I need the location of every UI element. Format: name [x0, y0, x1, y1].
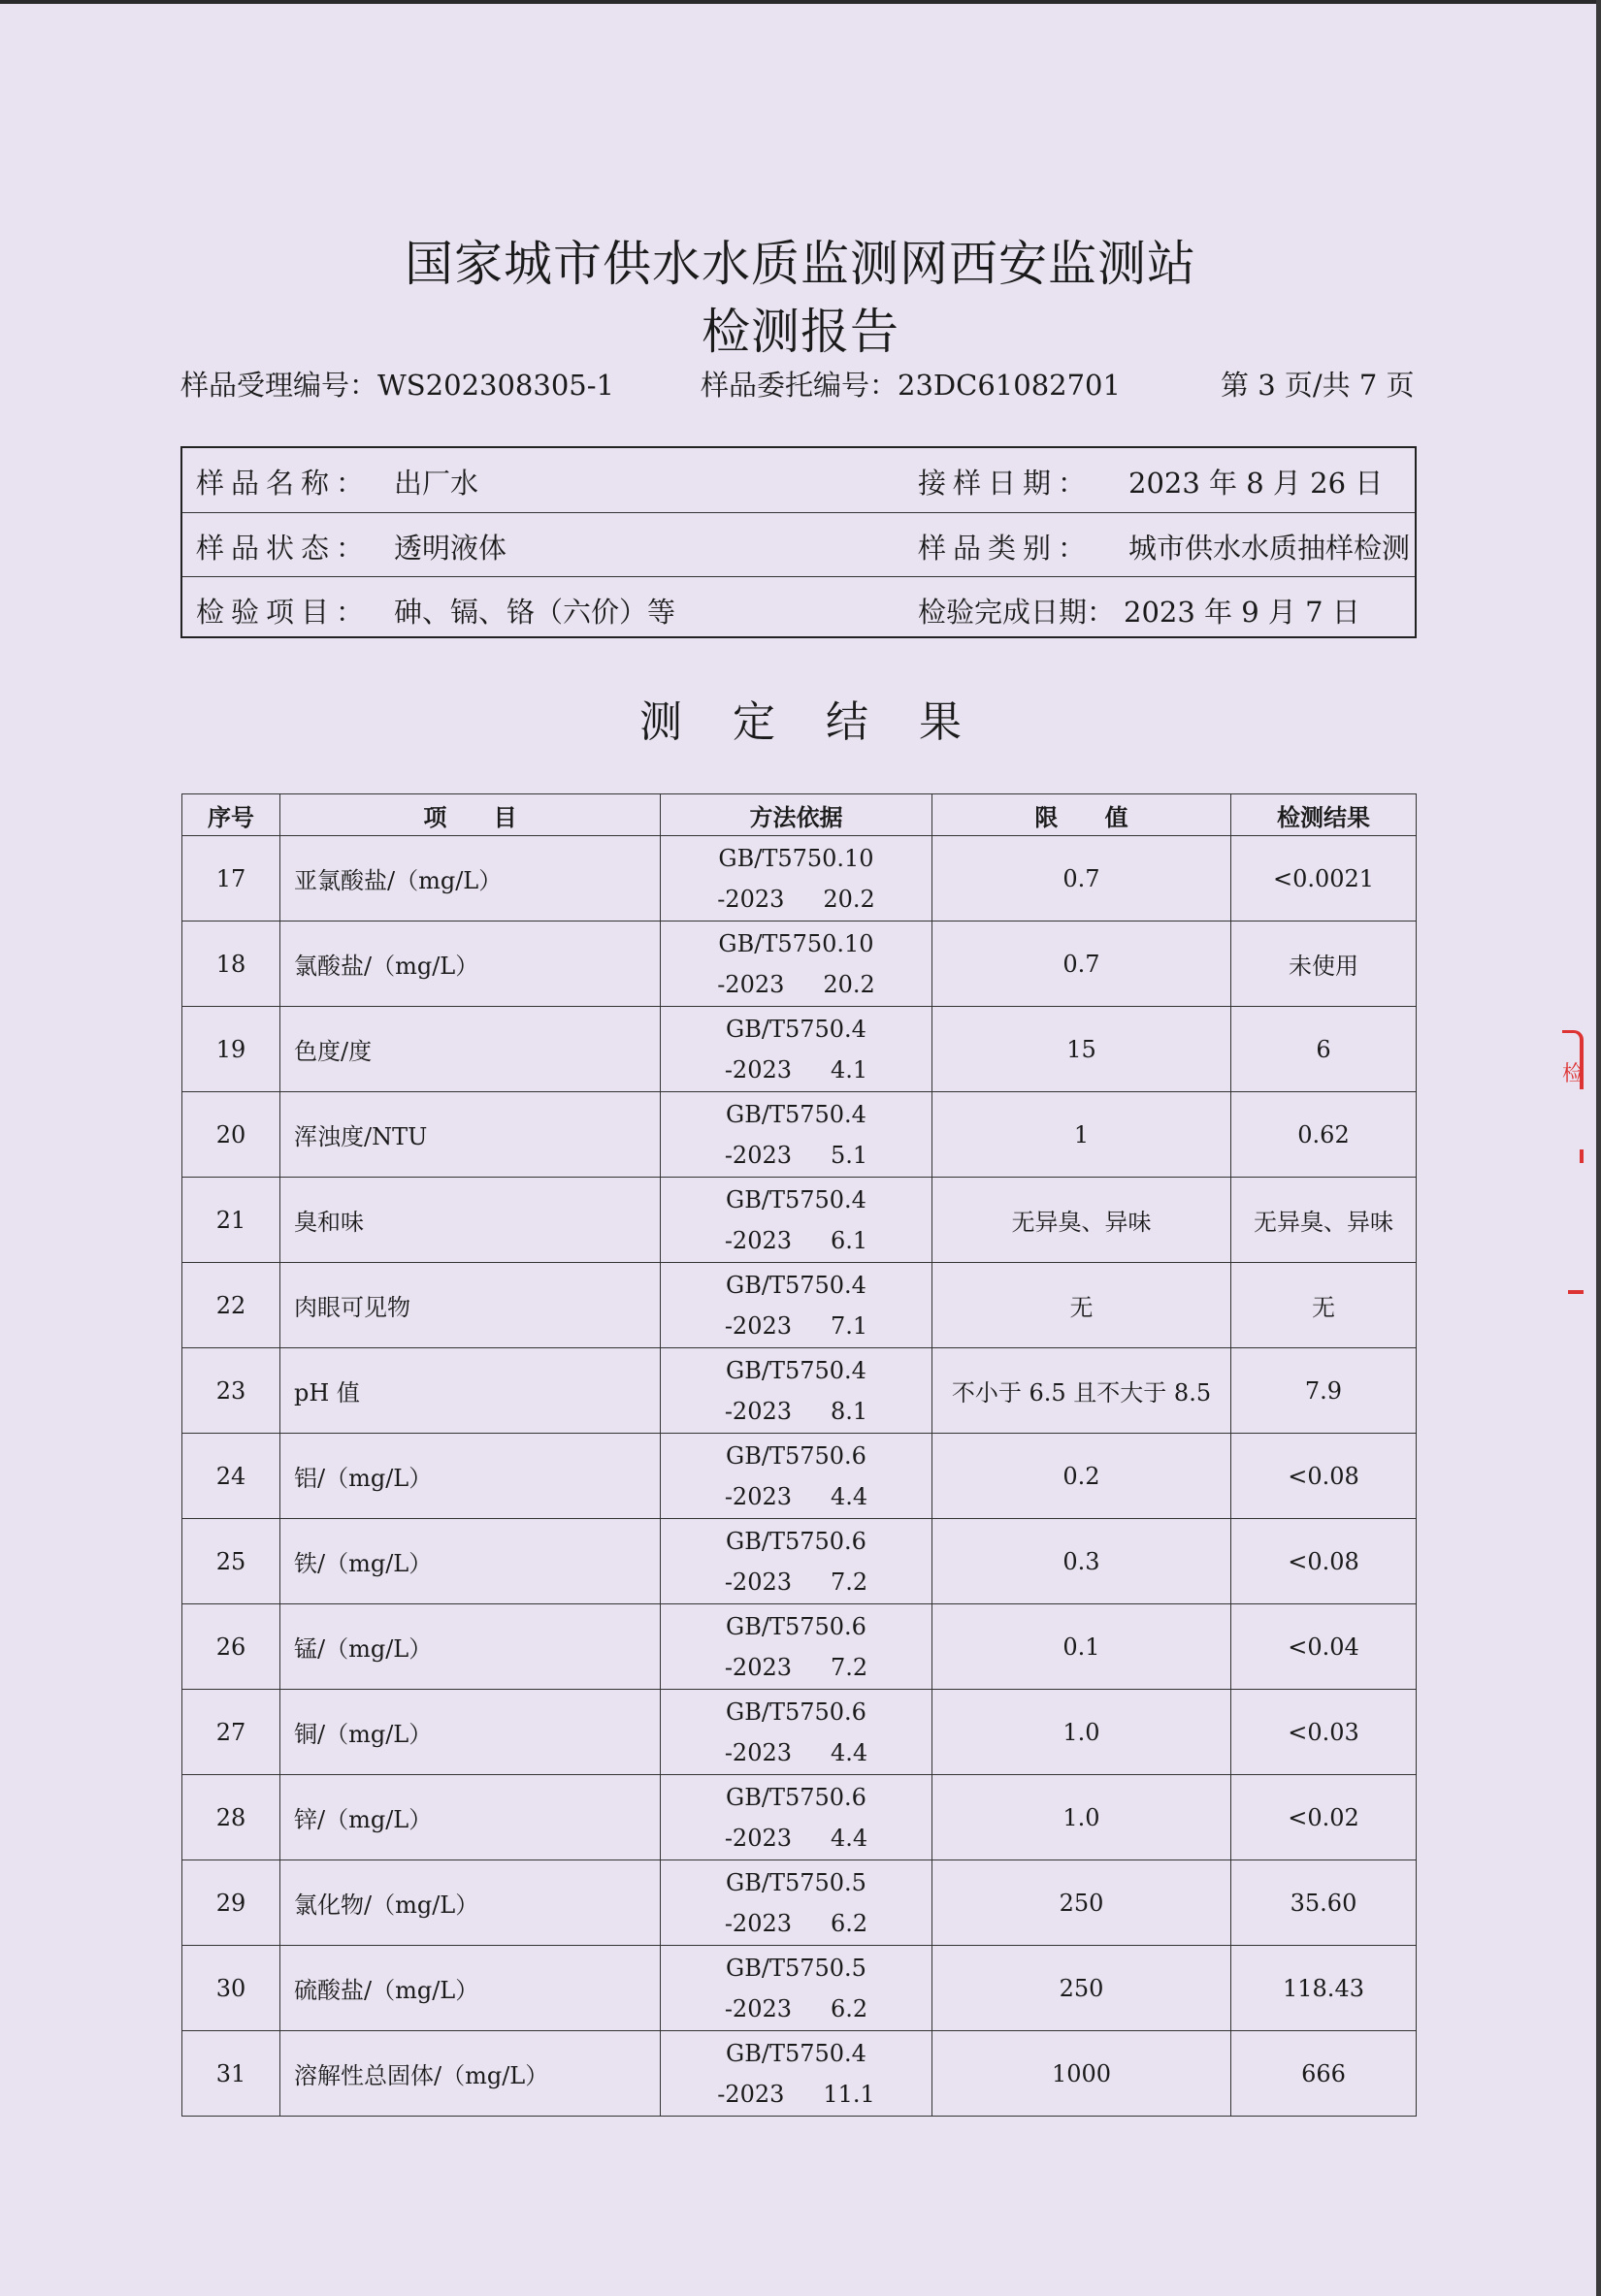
cell-limit: 无异臭、异味	[932, 1178, 1231, 1263]
table-row	[182, 836, 1417, 922]
cell-result: 无	[1231, 1263, 1417, 1348]
cell-limit: 0.7	[932, 922, 1231, 1007]
method-clause	[661, 964, 931, 1005]
cell-limit: 不小于 6.5 且不大于 8.5	[932, 1348, 1231, 1434]
cell-limit: 250	[932, 1946, 1231, 2031]
section-title-char: 测	[639, 697, 682, 747]
method-code: GB/T5750.4	[726, 1271, 866, 1299]
info-row	[182, 448, 1415, 511]
cell-item: 氯酸盐/（mg/L）	[280, 922, 661, 1007]
table-row	[182, 1434, 1417, 1519]
results-table	[181, 793, 1417, 2117]
method-section: 4.1	[831, 1055, 868, 1083]
sample-state-label: 样品状态：	[196, 532, 372, 565]
header-no: 序号	[182, 794, 280, 836]
cell-limit: 0.3	[932, 1519, 1231, 1604]
cell-item: 溶解性总固体/（mg/L）	[280, 2031, 661, 2117]
cell-item: 铝/（mg/L）	[280, 1434, 661, 1519]
report-subtitle: 检测报告	[702, 304, 899, 360]
cell-method	[661, 1263, 932, 1348]
method-clause	[661, 1989, 931, 2029]
method-clause	[661, 1903, 931, 1944]
cell-item: 肉眼可见物	[280, 1263, 661, 1348]
method-section: 8.1	[831, 1397, 868, 1425]
sample-info-box	[180, 446, 1417, 638]
cell-item: pH 值	[280, 1348, 661, 1434]
cell-no: 25	[182, 1519, 280, 1604]
cell-no: 29	[182, 1860, 280, 1946]
method-code: GB/T5750.4	[726, 2039, 866, 2067]
method-clause	[661, 1732, 931, 1773]
table-row	[182, 922, 1417, 1007]
cell-method	[661, 2031, 932, 2117]
receive-date-value: 2023 年 8 月 26 日	[1128, 467, 1384, 500]
method-clause	[661, 1818, 931, 1859]
cell-method	[661, 836, 932, 922]
cell-limit: 0.2	[932, 1434, 1231, 1519]
cell-method	[661, 1775, 932, 1860]
cell-method	[661, 1007, 932, 1092]
red-stamp-fragment	[1568, 1290, 1584, 1294]
method-code: GB/T5750.10	[718, 929, 874, 957]
method-clause	[661, 1562, 931, 1602]
method-year: -2023	[724, 1653, 792, 1681]
scan-top-edge	[0, 0, 1601, 4]
cell-limit: 250	[932, 1860, 1231, 1946]
section-title-char: 果	[919, 697, 962, 747]
receive-date-label: 接样日期：	[918, 467, 1094, 500]
cell-limit: 1.0	[932, 1775, 1231, 1860]
cell-limit: 1000	[932, 2031, 1231, 2117]
table-row	[182, 1007, 1417, 1092]
cell-no: 30	[182, 1946, 280, 2031]
method-section: 11.1	[823, 2080, 875, 2108]
cell-no: 23	[182, 1348, 280, 1434]
complete-date-value: 2023 年 9 月 7 日	[1124, 596, 1360, 629]
method-clause	[661, 879, 931, 920]
method-code: GB/T5750.6	[726, 1441, 866, 1470]
cell-no: 31	[182, 2031, 280, 2117]
cell-item: 色度/度	[280, 1007, 661, 1092]
method-year: -2023	[724, 1738, 792, 1766]
cell-result: <0.08	[1231, 1434, 1417, 1519]
method-year: -2023	[724, 1055, 792, 1083]
method-code: GB/T5750.6	[726, 1612, 866, 1640]
cell-result: 未使用	[1231, 922, 1417, 1007]
table-row	[182, 1519, 1417, 1604]
cell-method	[661, 1434, 932, 1519]
cell-result: 7.9	[1231, 1348, 1417, 1434]
cell-no: 27	[182, 1690, 280, 1775]
table-row	[182, 1775, 1417, 1860]
cell-result: 0.62	[1231, 1092, 1417, 1178]
method-clause	[661, 2074, 931, 2115]
method-code: GB/T5750.5	[726, 1954, 866, 1982]
cell-limit: 1	[932, 1092, 1231, 1178]
method-code: GB/T5750.5	[726, 1868, 866, 1896]
cell-limit: 0.7	[932, 836, 1231, 922]
table-header-row	[182, 794, 1417, 836]
cell-method	[661, 1946, 932, 2031]
method-section: 20.2	[823, 970, 875, 998]
method-year: -2023	[724, 1311, 792, 1340]
cell-no: 28	[182, 1775, 280, 1860]
header-method: 方法依据	[661, 794, 932, 836]
cell-item: 氯化物/（mg/L）	[280, 1860, 661, 1946]
method-code: GB/T5750.6	[726, 1783, 866, 1811]
cell-result: <0.02	[1231, 1775, 1417, 1860]
header-result: 检测结果	[1231, 794, 1417, 836]
cell-result: <0.03	[1231, 1690, 1417, 1775]
method-section: 6.1	[831, 1226, 868, 1254]
method-clause	[661, 1647, 931, 1688]
method-code: GB/T5750.4	[726, 1100, 866, 1128]
table-row	[182, 1860, 1417, 1946]
header-limit: 限 值	[932, 794, 1231, 836]
cell-no: 22	[182, 1263, 280, 1348]
method-clause	[661, 1476, 931, 1517]
method-clause	[661, 1391, 931, 1432]
cell-limit: 1.0	[932, 1690, 1231, 1775]
method-code: GB/T5750.6	[726, 1527, 866, 1555]
method-year: -2023	[717, 2080, 785, 2108]
cell-item: 铜/（mg/L）	[280, 1690, 661, 1775]
cell-result: <0.08	[1231, 1519, 1417, 1604]
method-section: 4.4	[831, 1738, 868, 1766]
method-code: GB/T5750.4	[726, 1185, 866, 1213]
cell-method	[661, 922, 932, 1007]
method-section: 20.2	[823, 885, 875, 913]
method-section: 4.4	[831, 1482, 868, 1510]
cell-method	[661, 1348, 932, 1434]
cell-item: 硫酸盐/（mg/L）	[280, 1946, 661, 2031]
method-section: 4.4	[831, 1824, 868, 1852]
method-clause	[661, 1306, 931, 1346]
table-row	[182, 1604, 1417, 1690]
sample-category-label: 样品类别：	[918, 532, 1094, 565]
cell-method	[661, 1178, 932, 1263]
sample-category-value: 城市供水水质抽样检测	[1128, 532, 1411, 565]
table-row	[182, 1178, 1417, 1263]
cell-method	[661, 1860, 932, 1946]
sample-state-value: 透明液体	[394, 532, 507, 565]
test-items-label: 检验项目：	[196, 596, 372, 629]
page-indicator: 第 3 页/共 7 页	[1221, 369, 1415, 402]
cell-result: 6	[1231, 1007, 1417, 1092]
method-code: GB/T5750.6	[726, 1698, 866, 1726]
method-clause	[661, 1220, 931, 1261]
complete-date-label: 检验完成日期：	[918, 596, 1116, 629]
cell-method	[661, 1604, 932, 1690]
cell-result: 35.60	[1231, 1860, 1417, 1946]
commission-number: 样品委托编号：23DC61082701	[701, 369, 1121, 402]
table-row	[182, 1690, 1417, 1775]
table-row	[182, 1348, 1417, 1434]
sample-name-value: 出厂水	[394, 467, 479, 500]
cell-result: <0.04	[1231, 1604, 1417, 1690]
cell-no: 24	[182, 1434, 280, 1519]
table-row	[182, 1092, 1417, 1178]
section-title	[0, 687, 1601, 749]
table-row	[182, 1946, 1417, 2031]
cell-item: 亚氯酸盐/（mg/L）	[280, 836, 661, 922]
header-item: 项 目	[280, 794, 661, 836]
method-clause	[661, 1050, 931, 1090]
method-year: -2023	[724, 1397, 792, 1425]
report-title: 国家城市供水水质监测网西安监测站	[405, 236, 1196, 292]
method-section: 7.2	[831, 1653, 868, 1681]
method-clause	[661, 1135, 931, 1176]
method-section: 6.2	[831, 1994, 868, 2022]
cell-limit: 0.1	[932, 1604, 1231, 1690]
table-row	[182, 1263, 1417, 1348]
cell-result: <0.0021	[1231, 836, 1417, 922]
sample-name-label: 样品名称：	[196, 467, 372, 500]
cell-no: 17	[182, 836, 280, 922]
method-year: -2023	[724, 1909, 792, 1937]
cell-method	[661, 1519, 932, 1604]
info-row	[182, 512, 1415, 576]
method-year: -2023	[724, 1226, 792, 1254]
cell-result: 666	[1231, 2031, 1417, 2117]
table-row	[182, 2031, 1417, 2117]
cell-item: 臭和味	[280, 1178, 661, 1263]
cell-no: 26	[182, 1604, 280, 1690]
method-section: 5.1	[831, 1141, 868, 1169]
method-section: 7.1	[831, 1311, 868, 1340]
cell-no: 21	[182, 1178, 280, 1263]
cell-result: 无异臭、异味	[1231, 1178, 1417, 1263]
cell-item: 浑浊度/NTU	[280, 1092, 661, 1178]
section-title-char: 定	[733, 697, 775, 747]
method-year: -2023	[717, 970, 785, 998]
acceptance-number: 样品受理编号：WS202308305-1	[180, 369, 614, 402]
cell-item: 锌/（mg/L）	[280, 1775, 661, 1860]
cell-no: 18	[182, 922, 280, 1007]
cell-method	[661, 1092, 932, 1178]
method-year: -2023	[724, 1482, 792, 1510]
method-code: GB/T5750.4	[726, 1356, 866, 1384]
method-section: 7.2	[831, 1568, 868, 1596]
method-code: GB/T5750.4	[726, 1015, 866, 1043]
cell-result: 118.43	[1231, 1946, 1417, 2031]
cell-no: 19	[182, 1007, 280, 1092]
info-row	[182, 576, 1415, 640]
cell-no: 20	[182, 1092, 280, 1178]
red-stamp-glyph: 检	[1561, 1062, 1584, 1086]
cell-method	[661, 1690, 932, 1775]
cell-limit: 15	[932, 1007, 1231, 1092]
section-title-char: 结	[826, 697, 868, 747]
test-items-value: 砷、镉、铬（六价）等	[394, 596, 676, 629]
method-year: -2023	[724, 1824, 792, 1852]
cell-limit: 无	[932, 1263, 1231, 1348]
method-section: 6.2	[831, 1909, 868, 1937]
cell-item: 锰/（mg/L）	[280, 1604, 661, 1690]
cell-item: 铁/（mg/L）	[280, 1519, 661, 1604]
method-year: -2023	[724, 1994, 792, 2022]
method-code: GB/T5750.10	[718, 844, 874, 872]
red-stamp-fragment	[1580, 1149, 1584, 1163]
method-year: -2023	[724, 1141, 792, 1169]
method-year: -2023	[724, 1568, 792, 1596]
method-year: -2023	[717, 885, 785, 913]
